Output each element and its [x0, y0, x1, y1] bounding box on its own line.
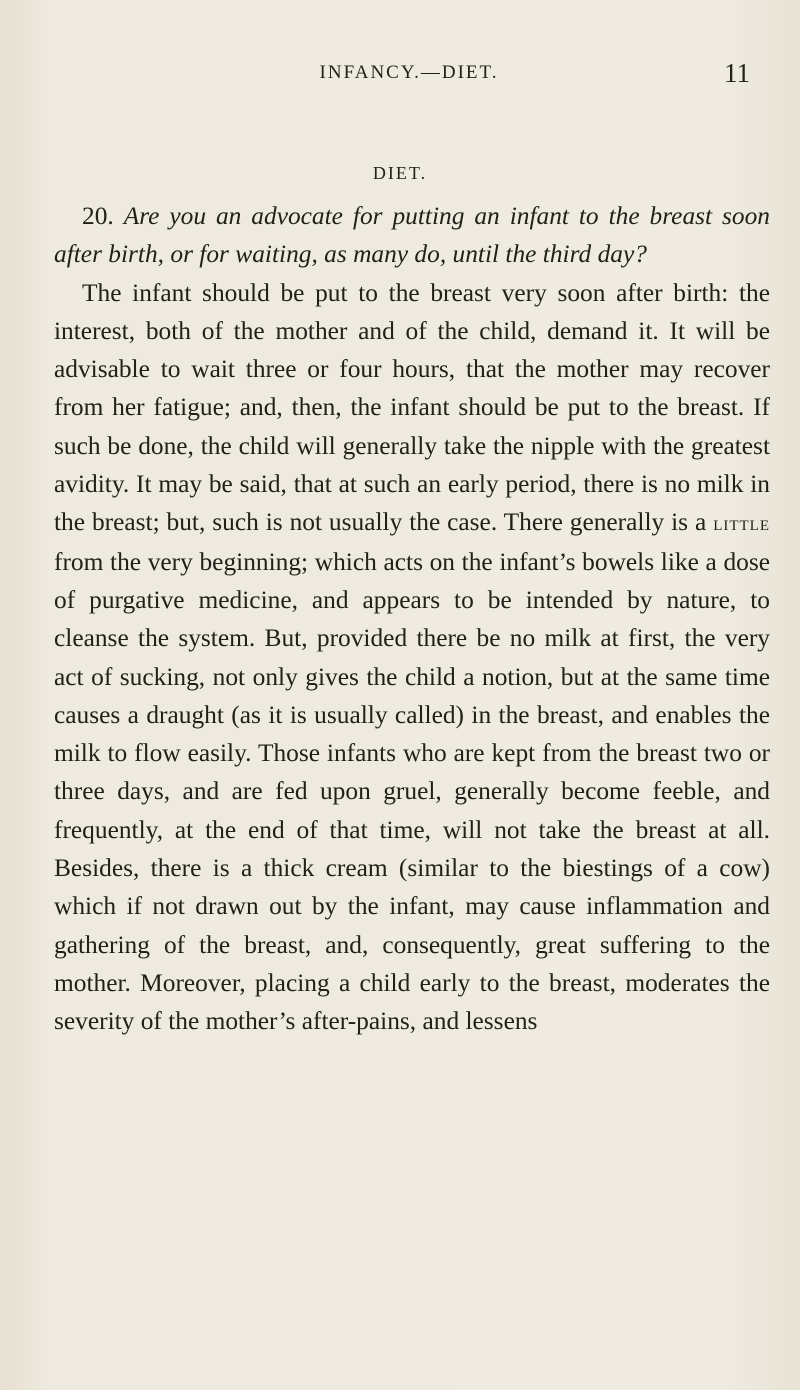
question-text: Are you an advocate for putting an infant to the breast soon after birth, or for waiting, as many do, until the third day? — [54, 202, 770, 269]
section-heading: DIET. — [372, 163, 428, 183]
running-title: INFANCY.—DIET. — [319, 62, 499, 83]
answer-text-part-1: The infant should be put to the breast very soon after birth: the interest, both of the mother and of the child, demand it. It will be advisable to wait three or four hours, that the mother may recover from her fatigue; and, then, the infant should be put to the breast. If such be done, the child will generally take the nipple with the greatest avidity. It may be said, that at such an early period, there is no milk in the breast; but, such is not usually the case. There generally is a — [54, 278, 770, 537]
running-header — [68, 58, 750, 88]
question-paragraph — [54, 197, 770, 274]
page-number: 11 — [724, 58, 750, 88]
answer-text-part-2: from the very beginning; which acts on the infant’s bowels like a dose of purgative medicine, and appears to be intended by nature, to cleanse the system. But, provided there be no milk at first, the very act of sucking, not only gives the child a notion, but at the same time causes a draught (as it is usually called) in the breast, and enables the milk to flow easily. Those infants who are kept from the breast two or three days, and are fed upon gruel, generally become feeble, and frequently, at the end of that time, will not take the breast at all. Besides, there is a thick cream (similar to the biestings of a cow) which if not drawn out by the infant, may cause inflammation and gathering of the breast, and, consequently, great suffering to the mother. Moreover, placing a child early to the breast, moderates the severity of the mother’s after-pains, and lessens — [54, 547, 770, 1036]
question-number: 20. — [82, 202, 114, 230]
answer-paragraph — [54, 274, 770, 1041]
body-text — [54, 197, 770, 1041]
answer-emphasis: little — [713, 510, 770, 536]
